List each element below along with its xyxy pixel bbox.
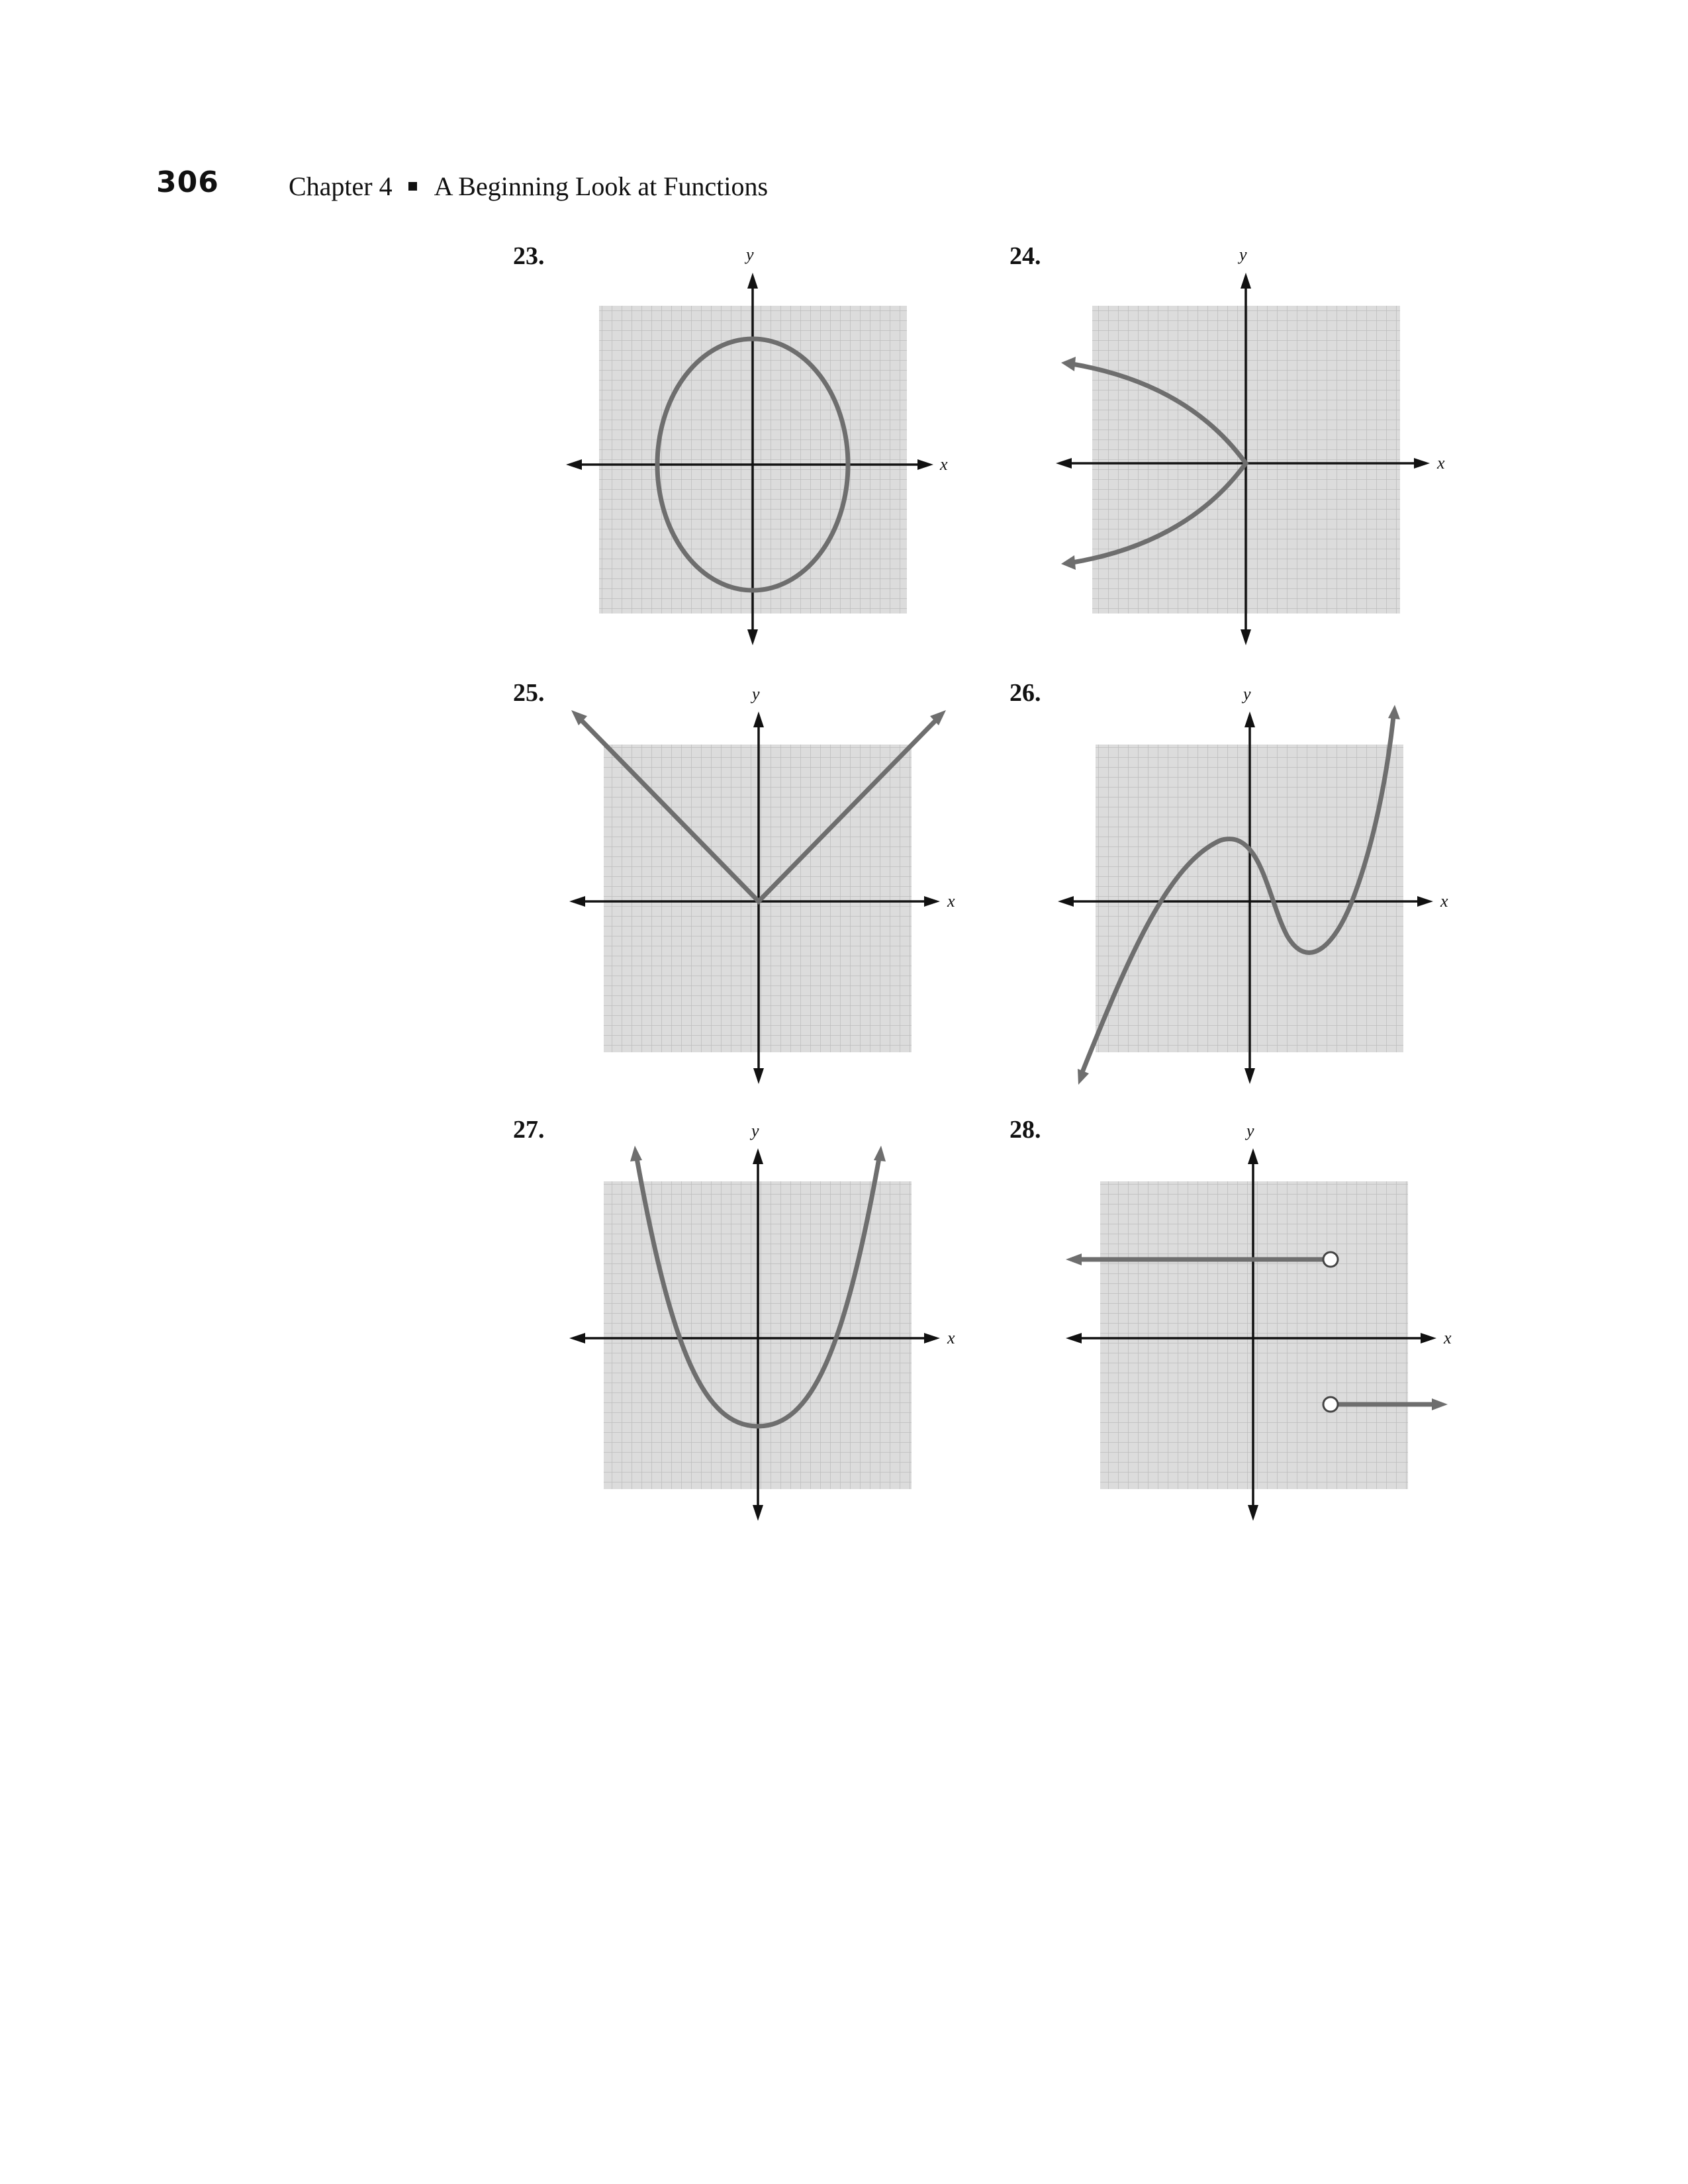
- chapter-label: Chapter 4: [289, 171, 393, 201]
- problem-27: [513, 1115, 976, 1539]
- problem-28: [1009, 1115, 1473, 1539]
- graph-27: [513, 1115, 976, 1539]
- problem-number: 25.: [513, 679, 545, 707]
- problem-number: 24.: [1009, 242, 1041, 270]
- x-axis-label: x: [1444, 1328, 1452, 1347]
- problem-number: 23.: [513, 242, 545, 270]
- x-axis-label: x: [940, 455, 948, 474]
- problem-number: 26.: [1009, 679, 1041, 707]
- problem-23: [513, 242, 976, 665]
- problem-number: 28.: [1009, 1116, 1041, 1144]
- graph-28: [1009, 1115, 1473, 1539]
- open-circle: [1323, 1252, 1338, 1267]
- problem-24: [1009, 242, 1473, 665]
- problem-25: [513, 678, 976, 1102]
- y-axis-label: y: [1239, 245, 1247, 264]
- x-axis-label: x: [947, 891, 955, 911]
- y-axis-label: y: [751, 1121, 759, 1140]
- graph-25: [513, 678, 976, 1102]
- y-axis-label: y: [752, 684, 760, 704]
- x-axis-label: x: [1440, 891, 1448, 911]
- x-axis-label: x: [1437, 453, 1445, 473]
- problem-26: [1009, 678, 1473, 1102]
- page-number: 306: [156, 165, 219, 199]
- bullet-separator: [408, 182, 417, 191]
- open-circle: [1323, 1397, 1338, 1412]
- y-axis-label: y: [1246, 1121, 1254, 1140]
- y-axis-label: y: [1243, 684, 1251, 704]
- graph-26: [1009, 678, 1473, 1102]
- graph-24: [1009, 242, 1473, 665]
- problem-number: 27.: [513, 1116, 545, 1144]
- y-axis-label: y: [746, 245, 754, 264]
- graph-23: [513, 242, 976, 665]
- running-head: [289, 171, 768, 202]
- chapter-title: A Beginning Look at Functions: [434, 171, 769, 201]
- x-axis-label: x: [947, 1328, 955, 1347]
